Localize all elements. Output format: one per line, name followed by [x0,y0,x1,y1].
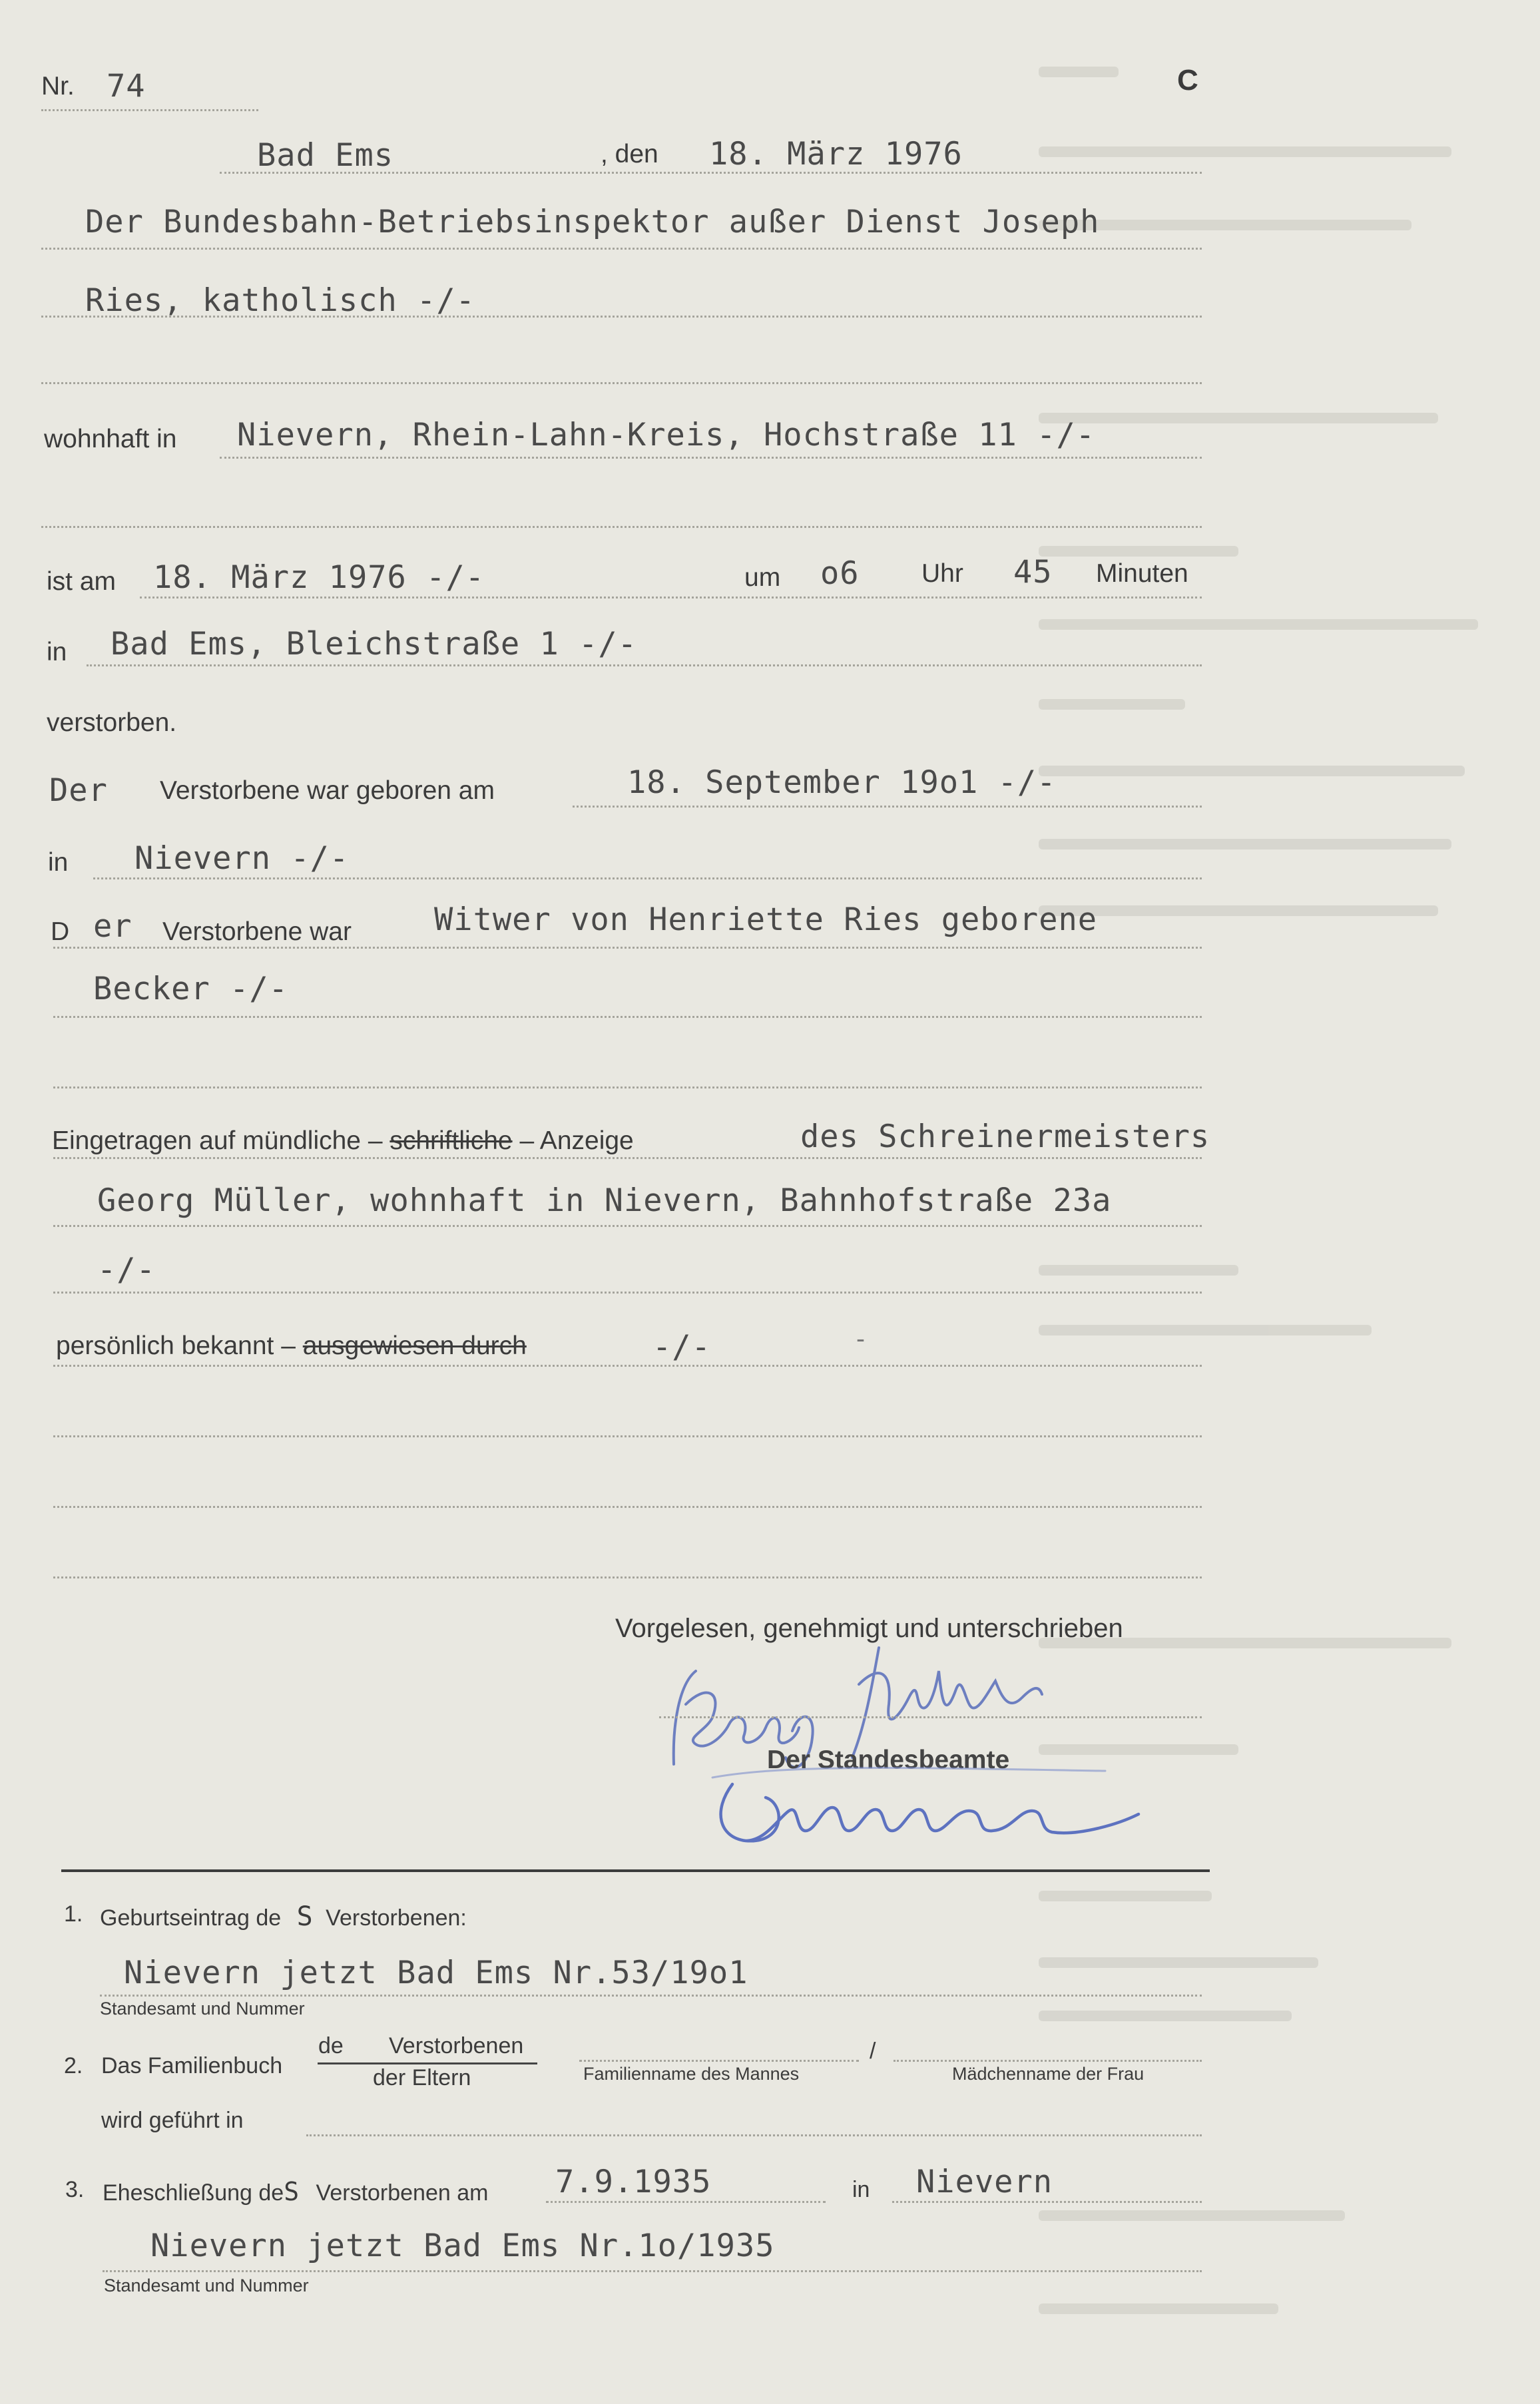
registration-line-1: des Schreinermeisters [800,1118,1210,1155]
header-date: 18. März 1976 [709,136,963,172]
item-3-rule [103,2270,1202,2272]
residence-label: wohnhaft in [44,425,177,453]
death-minutes: 45 [1013,554,1053,591]
item-3-place: Nievern [916,2164,1053,2200]
registration-struck: schriftliche [389,1126,513,1155]
death-place-rule [87,664,1202,666]
item-3-number: 3. [65,2177,85,2202]
registration-rule-1 [53,1157,1202,1159]
birth-place-label: in [48,848,69,877]
item-3-caption: Standesamt und Nummer [104,2276,309,2295]
birth-date-rule [573,806,1202,808]
item-2-caption-woman: Mädchenname der Frau [952,2064,1145,2084]
birth-label: Verstorbene war geboren am [160,776,495,805]
item-3-label [103,2177,488,2206]
registrar-signature [706,1758,1145,1864]
signature-rule-1 [659,1716,1202,1718]
item-3-in-label: in [852,2177,870,2202]
den-label: , den [601,140,658,168]
item-2-slash: / [870,2039,876,2064]
marital-line-1: Witwer von Henriette Ries geborene [434,901,1098,938]
entry-number: 74 [107,68,146,105]
minuten-label: Minuten [1096,559,1188,588]
item-1-label-start: Geburtseintrag de [100,1905,282,1931]
residence-rule-2 [41,526,1202,528]
item-2-rule-woman [894,2060,1202,2062]
item-2-caption-man: Familienname des Mannes [583,2064,800,2084]
birth-place: Nievern -/- [134,840,350,877]
registration-label [52,1126,634,1156]
person-line-2: Ries, katholisch -/- [85,282,475,319]
identity-value: -/- [652,1329,711,1365]
verstorben-label: verstorben. [47,708,177,737]
item-2-verstorbenen: Verstorbenen [389,2033,524,2058]
item-1-typed-suffix: S [296,1901,313,1932]
item-3-typed-suffix: S [284,2177,300,2206]
item-3-date-rule [546,2201,826,2203]
birth-place-rule [93,877,1202,879]
registration-rule-2 [53,1225,1202,1227]
corner-mark: C [1177,64,1198,97]
item-2-fraction-line [318,2062,537,2064]
identity-label [56,1331,527,1361]
item-1-label-end: Verstorbenen: [326,1905,467,1931]
item-2-label: Das Familienbuch [101,2053,283,2078]
number-rule [41,109,258,111]
item-3-value: Nievern jetzt Bad Ems Nr.1o/1935 [150,2228,775,2264]
read-approved-label: Vorgelesen, genehmigt und unterschrieben [615,1614,1123,1643]
identity-rule-2 [53,1435,1202,1437]
item-2-rule-place [306,2134,1202,2136]
identity-dash: - [856,1325,865,1353]
death-place-label: in [47,638,67,666]
item-1-number: 1. [64,1901,83,1927]
marital-label: Verstorbene war [162,917,352,946]
registration-line-2: Georg Müller, wohnhaft in Nievern, Bahnhofstraße 23a [97,1182,1112,1219]
number-label: Nr. [41,72,75,101]
header-rule [220,172,1202,174]
uhr-label: Uhr [921,559,963,588]
item-1-caption: Standesamt und Nummer [100,1999,305,2019]
residence-rule-1 [220,457,1202,459]
death-hour: o6 [820,555,860,592]
item-2-de: de [318,2033,344,2058]
bleed-through-shadow [1039,40,1505,2303]
item-2-label-2: wird geführt in [101,2108,244,2133]
identity-struck: ausgewiesen durch [302,1331,527,1360]
item-2-number: 2. [64,2053,83,2078]
death-date-rule [140,597,1202,599]
marital-rule-3 [53,1086,1202,1088]
person-rule-3 [41,382,1202,384]
identity-label-text: persönlich bekannt – [56,1331,296,1360]
residence-value: Nievern, Rhein-Lahn-Kreis, Hochstraße 11 -/- [237,417,1096,453]
registration-rule-3 [53,1292,1202,1294]
registration-line-3: -/- [97,1252,156,1288]
item-3-place-rule [892,2201,1202,2203]
birth-date: 18. September 19o1 -/- [627,764,1057,801]
section-divider [61,1869,1210,1872]
registration-label-end: – Anzeige [519,1126,634,1155]
item-3-label-end: Verstorbenen am [316,2180,489,2206]
identity-rule-4 [53,1576,1202,1578]
item-1-label [100,1901,467,1932]
person-rule-2 [41,316,1202,318]
death-place: Bad Ems, Bleichstraße 1 -/- [111,626,638,662]
registrar-label: Der Standesbeamte [767,1746,1010,1774]
um-label: um [744,563,781,592]
person-line-1: Der Bundesbahn-Betriebsinspektor außer Dienst Joseph [85,204,1100,240]
header-place: Bad Ems [257,137,394,174]
registration-label-start: Eingetragen auf mündliche – [52,1126,383,1155]
death-date: 18. März 1976 -/- [153,559,485,596]
marital-article-suffix: er [93,908,132,945]
item-1-value: Nievern jetzt Bad Ems Nr.53/19o1 [124,1955,748,1991]
birth-article: Der [49,772,108,809]
identity-rule-1 [53,1365,1202,1367]
marital-line-2: Becker -/- [93,971,288,1007]
item-3-date: 7.9.1935 [555,2164,712,2200]
death-date-label: ist am [47,567,117,596]
marital-rule-2 [53,1016,1202,1018]
person-rule-1 [41,248,1202,250]
item-3-label-start: Eheschließung de [103,2180,284,2206]
marital-article: D [51,917,70,946]
item-1-rule [100,1995,1202,1997]
identity-rule-3 [53,1506,1202,1508]
item-2-eltern: der Eltern [373,2065,471,2090]
marital-rule-1 [53,947,1202,949]
item-2-rule-man [579,2060,859,2062]
